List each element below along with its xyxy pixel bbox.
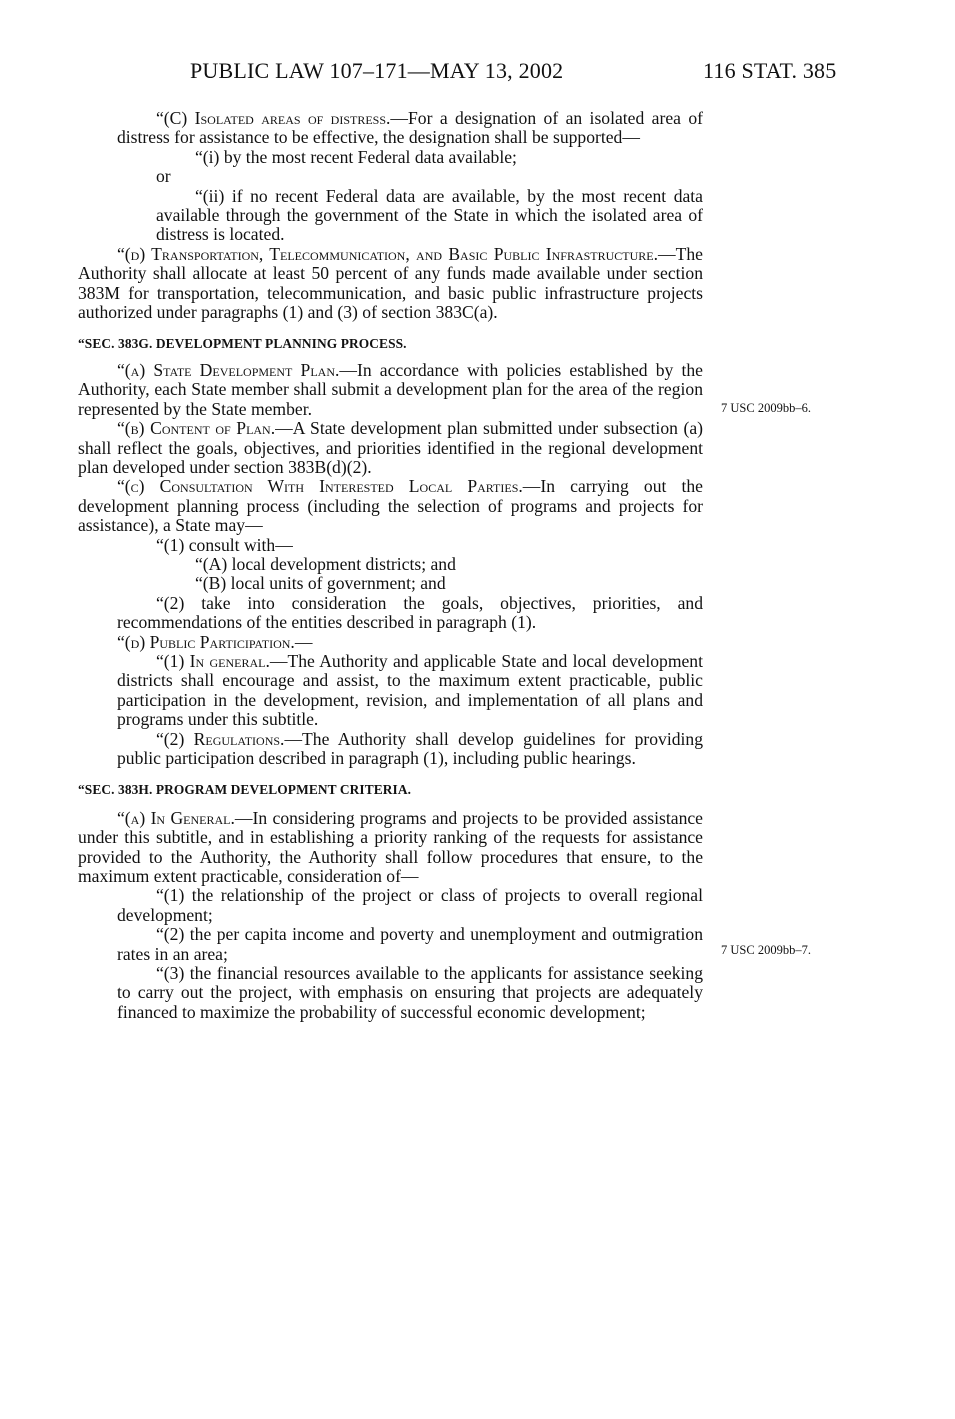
subhead: “(d) Public Participation. <box>117 631 295 652</box>
paragraph-h-a <box>78 809 703 887</box>
section-heading-383g: “SEC. 383G. DEVELOPMENT PLANNING PROCESS. <box>78 336 407 352</box>
clause-or <box>78 167 703 186</box>
paragraph-text: “(1) consult with— <box>156 534 293 555</box>
paragraph-text: “(B) local units of government; and <box>195 573 446 594</box>
subhead: “(b) Content of Plan. <box>117 418 276 439</box>
paragraph-g-d-1 <box>78 652 703 730</box>
subhead: “(C) Isolated areas of distress. <box>156 108 391 128</box>
margin-note-383h: 7 USC 2009bb–7. <box>721 943 811 957</box>
paragraph-h-a-3 <box>78 964 703 1022</box>
clause-text: or <box>156 166 171 187</box>
paragraph-g-d-2 <box>78 730 703 769</box>
paragraph-g-c-1-b <box>78 574 703 593</box>
paragraph-text: “(3) the financial resources available to the applicants for assistance seeking to carry out the project, with emphasis on ensuring that projects are adequately financed to maximize the probability of successful economic development; <box>117 963 703 1022</box>
page-body <box>78 109 703 1022</box>
subhead: “(c) Consultation With Interested Local Parties. <box>117 476 523 497</box>
paragraph-text: —In carrying out the development planning process (including the selection of programs and projects for assistance), a State may— <box>78 476 703 536</box>
paragraph-h-a-2 <box>78 925 703 964</box>
paragraph-text: “(2) the per capita income and poverty and unemployment and outmigration rates in an area; <box>117 924 703 964</box>
clause-text: “(ii) if no recent Federal data are available, by the most recent data available through the government of the State in which the isolated area of distress is located. <box>156 185 703 245</box>
paragraph-text: “(1) the relationship of the project or class of projects to overall regional development; <box>117 885 703 925</box>
paragraph-text: —In accordance with policies established by the Authority, each State member shall submit a development plan for the area of the region represented by the State member. <box>78 359 703 419</box>
paragraph-g-c-2 <box>78 594 703 633</box>
paragraph-g-c-1 <box>78 536 703 555</box>
paragraph-text: — <box>294 631 313 652</box>
clause-ii <box>78 187 703 245</box>
paragraph-text: —The Authority and applicable State and local development districts shall encourage and assist, to the maximum extent practicable, public participation in the development, revision, and implementation of all plans and programs under this subtitle. <box>117 650 703 730</box>
paragraph-text: “(A) local development districts; and <box>195 553 456 574</box>
paragraph-text: —For a designation of an isolated area of distress for assistance to be effective, the designation shall be supported— <box>117 108 703 148</box>
subhead: “(1) In general. <box>156 650 270 671</box>
paragraph-g-a <box>78 361 703 419</box>
margin-note-383g: 7 USC 2009bb–6. <box>721 401 811 415</box>
clause-text: “(i) by the most recent Federal data available; <box>195 146 517 167</box>
paragraph-d-transportation <box>78 245 703 323</box>
paragraph-g-c <box>78 477 703 535</box>
subhead: “(a) In General. <box>117 807 235 828</box>
paragraph-text: —A State development plan submitted under subsection (a) shall reflect the goals, objectives, and priorities identified in the regional development plan developed under section 383B(d)(2). <box>78 418 704 477</box>
clause-i <box>78 148 703 167</box>
section-heading-383h: “SEC. 383H. PROGRAM DEVELOPMENT CRITERIA. <box>78 782 412 798</box>
paragraph-text: —The Authority shall allocate at least 50 percent of any funds made available under section 383M for transportation, telecommunication, and basic public infrastructure projects authorized under paragraphs (1) and (3) of section 383C(a). <box>78 243 703 323</box>
paragraph-text: —In considering programs and projects to be provided assistance under this subtitle, and in establishing a priority ranking of the requests for assistance provided to the Authority, the Authority shall follow procedures that ensure, to the maximum extent practicable, consideration of— <box>78 807 703 887</box>
running-head-stat-page: 116 STAT. 385 <box>703 58 837 83</box>
running-head-title: PUBLIC LAW 107–171—MAY 13, 2002 <box>190 58 564 83</box>
paragraph-g-b <box>78 419 703 477</box>
paragraph-g-c-1-a <box>78 555 703 574</box>
paragraph-h-a-1 <box>78 886 703 925</box>
paragraph-c-isolated-areas <box>78 109 703 148</box>
paragraph-text: —The Authority shall develop guidelines for providing public participation described in paragraph (1), including public hearings. <box>117 728 704 768</box>
paragraph-g-d <box>78 633 703 652</box>
paragraph-text: “(2) take into consideration the goals, objectives, priorities, and recommendations of the entities described in paragraph (1). <box>117 592 703 633</box>
subhead: “(a) State Development Plan. <box>117 359 340 380</box>
subhead: “(2) Regulations. <box>156 728 285 749</box>
subhead: “(d) Transportation, Telecommunication, and Basic Public Infrastructure. <box>117 243 659 264</box>
